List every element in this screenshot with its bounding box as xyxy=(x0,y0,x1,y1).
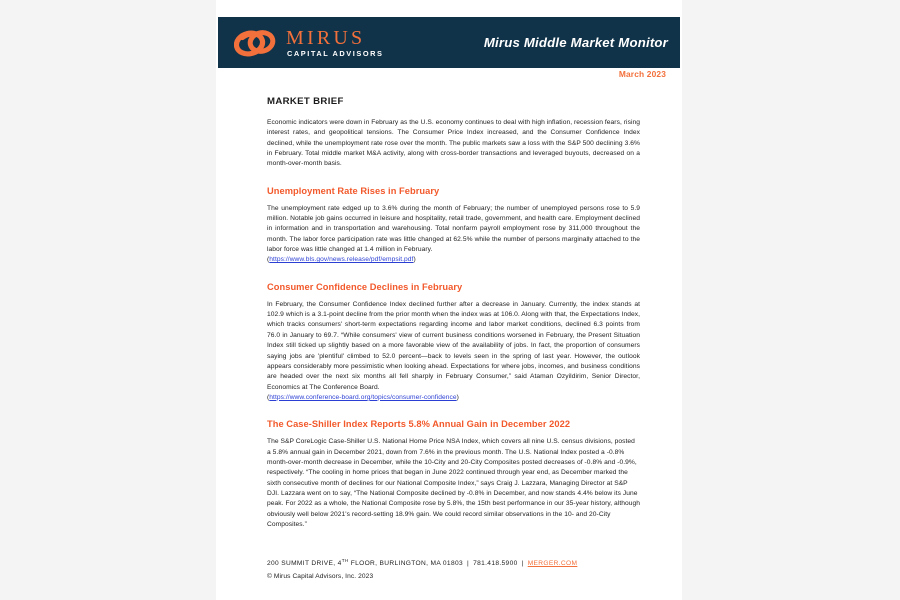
logo-wordmark: MIRUS xyxy=(286,27,366,50)
document-body xyxy=(267,96,640,530)
interlocking-rings-logo-icon xyxy=(234,29,278,57)
footer-address-ordinal: TH xyxy=(341,558,349,563)
logo-wordmark-block xyxy=(286,27,384,57)
spacer xyxy=(267,403,640,419)
footer-copyright: © Mirus Capital Advisors, Inc. 2023 xyxy=(267,573,374,581)
section-body-consumer-confidence: In February, the Consumer Confidence Index declined further after a decrease in January. Currently, the index stands at 102.9 which is a 3.1-point decline from the prior month when the index was at 106.0. Along with that, the Expectations Index, which tracks consumers' short-term expectations regarding income and labor market conditions, declined 6.3 points from 76.0 in January to 69.7. “While consumers' view of current business conditions worsened in February, the Present Situation Index still ticked up slightly based on a more favorable view of the availability of jobs. In fact, the proportion of consumers saying jobs are 'plentiful' climbed to 52.0 percent—back to levels seen in the spring of last year. However, the outlook appears considerably more pessimistic when looking ahead. Expectations for where jobs, incomes, and business conditions are headed over the next six months all fell sharply in February Consumer,” said Ataman Ozyildirim, Senior Director, Economics at The Conference Board. xyxy=(267,300,640,391)
document-footer xyxy=(267,558,647,580)
masthead-title: Mirus Middle Market Monitor xyxy=(483,35,668,50)
spacer xyxy=(267,266,640,282)
section-heading-unemployment: Unemployment Rate Rises in February xyxy=(267,185,440,196)
footer-separator-1: | xyxy=(467,560,470,568)
source-link-conference-board[interactable]: https://www.conference-board.org/topics/consumer-confidence xyxy=(269,393,457,401)
footer-contact-line xyxy=(267,558,647,567)
intro-paragraph: Economic indicators were down in February as the U.S. economy continues to deal with high inflation, recession fears, rising interest rates, and geopolitical tensions. The Consumer Price Index increased, and the Consumer Confidence Index declined, while the unemployment rate rose over the month. The public markets saw a loss with the S&P 500 declining 3.6% in February. Total middle market M&A activity, along with cross-border transactions and leveraged buyouts, decreased on a month-over-month basis. xyxy=(267,119,640,168)
logo-tagline: CAPITAL ADVISORS xyxy=(287,49,384,59)
section-body-unemployment: The unemployment rate edged up to 3.6% during the month of February; the number of unemployed persons rose to 5.9 million. Notable job gains occurred in leisure and hospitality, retail trade, government, and health care. Employment declined in information and in transportation and warehousing. Total nonfarm payroll employment rose by 311,000 throughout the month. The labor force participation rate was little changed at 62.5% while the number of persons marginally attached to the labor force was little changed at 1.4 million in February. xyxy=(267,204,640,254)
section-heading-consumer-confidence: Consumer Confidence Declines in February xyxy=(267,281,463,292)
paren-open: ( xyxy=(267,393,270,401)
footer-address-part1: 200 SUMMIT DRIVE, 4 xyxy=(267,560,342,568)
document-header-band xyxy=(218,17,680,68)
footer-website-link[interactable]: MERGER.COM xyxy=(527,560,578,568)
footer-separator-2: | xyxy=(521,560,524,568)
page-title: MARKET BRIEF xyxy=(267,96,344,107)
section-heading-case-shiller: The Case-Shiller Index Reports 5.8% Annual Gain in December 2022 xyxy=(267,419,571,430)
company-logo xyxy=(234,27,384,57)
paren-close: ) xyxy=(413,256,416,264)
source-link-bls[interactable]: https://www.bls.gov/news.release/pdf/empsit.pdf xyxy=(269,256,414,264)
issue-date: March 2023 xyxy=(618,69,666,79)
paren-open: ( xyxy=(267,256,270,264)
section-body-case-shiller: The S&P CoreLogic Case-Shiller U.S. National Home Price NSA Index, which covers all nine U.S. census divisions, posted a 5.8% annual gain in December 2021, down from 7.6% in the previous month. The U.S. National Index posted a -0.8% month-over-month decrease in December, while the 10-City and 20-City Composites posted decreases of -0.8% and -0.9%, respectively. “The cooling in home prices that began in June 2022 continued through year end, as December marked the sixth consecutive month of declines for our National Composite Index,” says Craig J. Lazzara, Managing Director at S&P DJI. Lazzara went on to say, “The National Composite declined by -0.8% in December, and now stands 4.4% below its June peak. For 2022 as a whole, the National Composite rose by 5.8%, the 15th best performance in our 35-year history, although obviously well below 2021's record-setting 18.9% gain. We could record similar observations in the 10- and 20-City Composites.” xyxy=(267,438,641,528)
section-source-consumer-confidence xyxy=(267,393,640,403)
footer-phone: 781.418.5900 xyxy=(473,560,518,568)
section-source-unemployment xyxy=(267,255,640,265)
footer-address-part2: FLOOR, BURLINGTON, MA 01803 xyxy=(348,560,463,568)
spacer xyxy=(267,170,640,186)
document-page xyxy=(216,0,682,600)
paren-close: ) xyxy=(456,393,459,401)
